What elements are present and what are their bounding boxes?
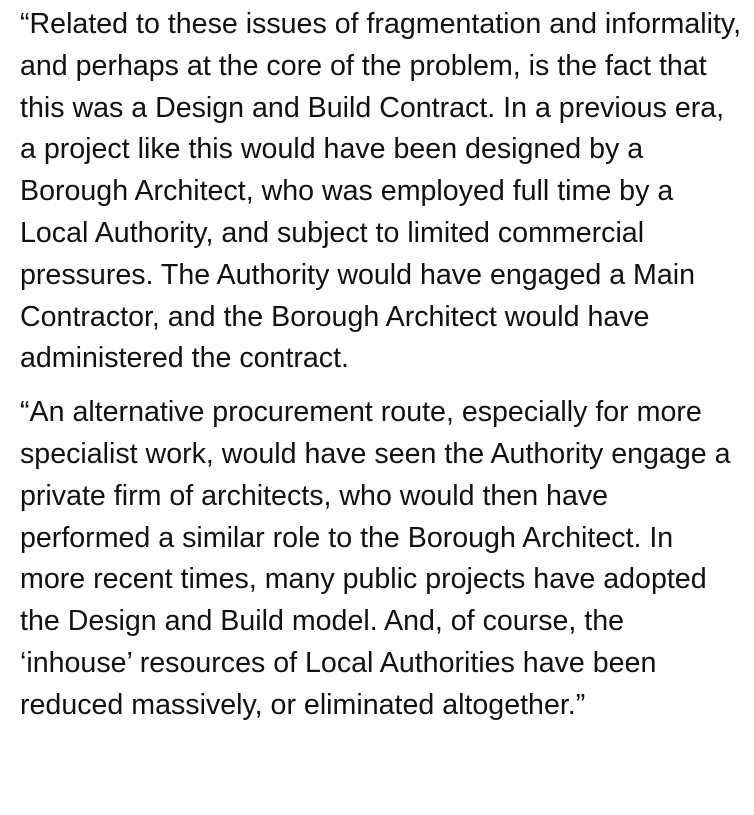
- paragraph-1: “Related to these issues of fragmentation and informality, and perhaps at the core of the problem, is the fact that this was a Design and Build Contract. In a previous era, a project like this would have been designed by a Borough Architect, who was employed full time by a Local Authority, and subject to limited commercial pressures. The Authority would have engaged a Main Contractor, and the Borough Architect would have administered the contract.: [20, 8, 742, 375]
- document-body: [20, 4, 742, 727]
- paragraph-2: “An alternative procurement route, especially for more specialist work, would have seen the Authority engage a private firm of architects, who would then have performed a similar role to the Borough Architect. In more recent times, many public projects have adopted the Design and Build model. And, of course, the ‘inhouse’ resources of Local Authorities have been reduced massively, or eliminated altogether.”: [20, 396, 731, 721]
